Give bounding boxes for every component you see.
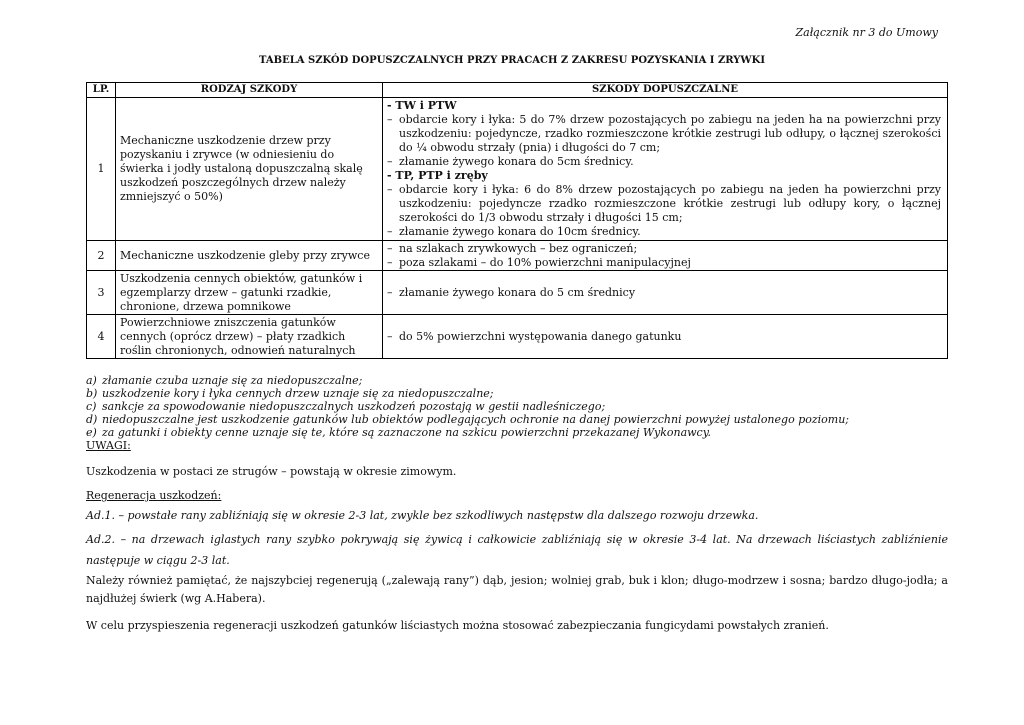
group-heading: - TW i PTW	[387, 99, 457, 112]
damage-kind: Uszkodzenia cennych obiektów, gatunków i egzemplarzy drzew – gatunki rzadkie, chronione, drzewa pomnikowe	[116, 271, 383, 315]
footnote-letter: a)	[86, 374, 97, 387]
allowed-list	[387, 183, 941, 239]
list-item: – poza szlakami – do 10% powierzchni manipulacyjnej	[387, 256, 941, 270]
table-header-row	[87, 83, 948, 98]
footnote-letter: e)	[86, 426, 97, 439]
list-item: – obdarcie kory i łyka: 5 do 7% drzew pozostających po zabiegu na jeden ha na powierzchni przy uszkodzeniu: pojedyncze, rzadko rozmieszczone krótkie zestrugi lub odłupy, o łącznej szerokości do ¼ obwodu strzały (pnia) i długości do 7 cm;	[387, 113, 941, 155]
damage-table	[86, 82, 948, 359]
list-item: – obdarcie kory i łyka: 6 do 8% drzew pozostających po zabiegu na jeden ha powierzchni przy uszkodzeniu: pojedyncze rzadko rozmieszczone krótkie zestrugi lub odłupy kory, o łącznej szerokości do 1/3 obwodu strzały i długości 15 cm;	[387, 183, 941, 225]
list-item	[86, 374, 948, 387]
allowed-list	[387, 242, 941, 270]
footnote-letter: d)	[86, 413, 98, 426]
footnote-text: niedopuszczalne jest uszkodzenie gatunków lub obiektów podlegających ochronie na danej powierzchni powyżej ustalonego poziomu;	[102, 413, 850, 426]
list-item: – złamanie żywego konara do 5cm średnicy.	[387, 155, 941, 169]
damage-kind: Powierzchniowe zniszczenia gatunków cennych (oprócz drzew) – płaty rzadkich roślin chronionych, odnowień naturalnych	[116, 315, 383, 359]
allowed-list	[387, 286, 941, 300]
remarks-heading: UWAGI:	[86, 439, 131, 452]
allowed-list	[387, 330, 941, 344]
list-item: – do 5% powierzchni występowania danego gatunku	[387, 330, 941, 344]
column-header-allowed: SZKODY DOPUSZCZALNE	[383, 83, 948, 98]
list-item	[86, 426, 948, 439]
allowed-damage	[383, 271, 948, 315]
footnote-text: sankcje za spowodowanie niedopuszczalnych uszkodzeń pozostają w gestii nadleśniczego;	[102, 400, 606, 413]
document-title: TABELA SZKÓD DOPUSZCZALNYCH PRZY PRACACH Z ZAKRESU POZYSKANIA I ZRYWKI	[258, 55, 766, 66]
table-row	[87, 241, 948, 271]
column-header-kind: RODZAJ SZKODY	[116, 83, 383, 98]
ad2-paragraph: Ad.2. – na drzewach iglastych rany szybko pokrywają się żywicą i całkowicie zabliźniają się w okresie 3-4 lat. Na drzewach liściastych zabliźnienie następuje w ciągu 2-3 lat.	[86, 533, 948, 567]
table-row	[87, 98, 948, 241]
footnote-letter: c)	[86, 400, 97, 413]
annex-label: Załącznik nr 3 do Umowy	[795, 26, 938, 39]
row-number: 3	[87, 271, 116, 315]
column-header-lp: LP.	[87, 83, 116, 98]
footnote-text: za gatunki i obiekty cenne uznaje się te, które są zaznaczone na szkicu powierzchni przekazanej Wykonawcy.	[102, 426, 711, 439]
regeneration-order-paragraph: Należy również pamiętać, że najszybciej regenerują („zalewają rany”) dąb, jesion; wolniej grab, buk i klon; długo-modrzew i sosna; bardzo długo-jodła; a najdłużej świerk (wg A.Habera).	[86, 574, 948, 605]
row-number: 1	[87, 98, 116, 241]
footnote-text: złamanie czuba uznaje się za niedopuszczalne;	[102, 374, 363, 387]
damage-kind: Mechaniczne uszkodzenie drzew przy pozyskaniu i zrywce (w odniesieniu do świerka i jodły ustaloną dopuszczalną skalę uszkodzeń poszczególnych drzew należy zmniejszyć o 50%)	[116, 98, 383, 241]
footnote-list	[86, 374, 948, 439]
allowed-list	[387, 113, 941, 169]
allowed-damage	[383, 241, 948, 271]
table-row	[87, 271, 948, 315]
footnote-text: uszkodzenie kory i łyka cennych drzew uznaje się za niedopuszczalne;	[102, 387, 494, 400]
fungicide-paragraph: W celu przyspieszenia regeneracji uszkodzeń gatunków liściastych można stosować zabezpieczania fungicydami powstałych zranień.	[86, 619, 829, 632]
list-item	[86, 413, 948, 426]
list-item	[86, 400, 948, 413]
row-number: 2	[87, 241, 116, 271]
damage-kind: Mechaniczne uszkodzenie gleby przy zrywce	[116, 241, 383, 271]
footnote-letter: b)	[86, 387, 98, 400]
list-item: – złamanie żywego konara do 5 cm średnicy	[387, 286, 941, 300]
list-item	[86, 387, 948, 400]
regeneration-heading: Regeneracja uszkodzeń:	[86, 489, 222, 502]
allowed-damage	[383, 315, 948, 359]
winter-note: Uszkodzenia w postaci ze strugów – powstają w okresie zimowym.	[86, 465, 457, 478]
ad1-paragraph: Ad.1. – powstałe rany zabliźniają się w okresie 2-3 lat, zwykle bez szkodliwych następstw dla dalszego rozwoju drzewka.	[86, 509, 759, 522]
allowed-damage	[383, 98, 948, 241]
table-row	[87, 315, 948, 359]
group-heading: - TP, PTP i zręby	[387, 169, 488, 182]
list-item: – na szlakach zrywkowych – bez ograniczeń;	[387, 242, 941, 256]
footnotes	[86, 374, 948, 452]
row-number: 4	[87, 315, 116, 359]
list-item: – złamanie żywego konara do 10cm średnicy.	[387, 225, 941, 239]
